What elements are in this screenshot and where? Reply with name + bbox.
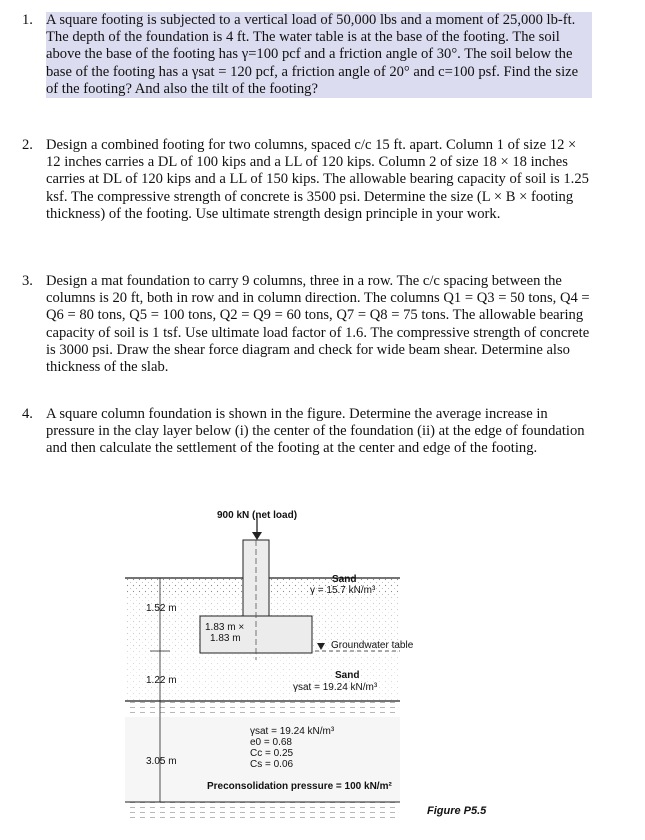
problem-text: Design a mat foundation to carry 9 columns, three in a row. The c/c spacing between the columns is 20 ft, both in row and in column direction. The columns Q1 = Q3 = 50 tons, Q4 = Q6 = 80 tons, Q5 = 100 tons, Q2 = Q9 = 60 tons, Q7 = Q8 = 75 tons. The allowable bearing capacity of soil is 1 tsf. Use ultimate load factor of 1.6. The compressive strength of concrete is 3000 psi. Draw the shear force diagram and check for wide beam shear. Determine also thickness of the slab. [46, 273, 590, 376]
depth-label-1: 1.52 m [146, 603, 177, 614]
footing-size-label-2: 1.83 m [210, 633, 241, 644]
load-label: 900 kN (net load) [217, 510, 298, 521]
problem-3 [22, 273, 592, 376]
clay-bottom-hatch [125, 802, 400, 820]
clay-gamma: γsat = 19.24 kN/m³ [250, 726, 335, 737]
footing-size-label-1: 1.83 m × [205, 622, 245, 633]
problem-text: A square footing is subjected to a vertical load of 50,000 lbs and a moment of 25,000 lb-ft. The depth of the foundation is 4 ft. The water table is at the base of the footing. The soil above the base of the footing has γ=100 pcf and a friction angle of 30°. The soil below the base of the footing has a γsat = 120 pcf, a friction angle of 20° and c=100 psf. Find the size of the footing? And also the tilt of the footing? [46, 12, 592, 98]
foundation-figure [0, 500, 645, 840]
problem-number: 2. [22, 137, 33, 153]
sand-1-name: Sand [332, 574, 357, 585]
problem-4 [22, 406, 592, 458]
problem-2 [22, 137, 592, 223]
sand-1-gamma: γ = 15.7 kN/m³ [310, 585, 376, 596]
clay-e0: e0 = 0.68 [250, 737, 292, 748]
clay-cs: Cs = 0.06 [250, 759, 294, 770]
load-arrowhead [252, 532, 262, 540]
preconsolidation-label: Preconsolidation pressure = 100 kN/m² [207, 781, 392, 792]
problem-number: 3. [22, 273, 33, 289]
groundwater-label: Groundwater table [331, 640, 414, 651]
problem-number: 4. [22, 406, 33, 422]
sand-2-name: Sand [335, 670, 360, 681]
problem-text: Design a combined footing for two columns, spaced c/c 15 ft. apart. Column 1 of size 12 × 12 inches carries a DL of 100 kips and a LL of 120 kips. Column 2 of size 18 × 18 inches carries at DL of 120 kips and a LL of 150 kips. The allowable bearing capacity of soil is 1.25 ksf. The compressive strength of concrete is 3500 psi. Determine the size (L × B × footing thickness) of the footing. Use ultimate strength design principle in your work. [46, 137, 589, 222]
clay-cc: Cc = 0.25 [250, 748, 294, 759]
depth-label-3: 3.05 m [146, 756, 177, 767]
problem-number: 1. [22, 12, 33, 28]
depth-label-2: 1.22 m [146, 675, 177, 686]
clay-top-hatch [125, 701, 400, 717]
problem-text: A square column foundation is shown in the figure. Determine the average increase in pressure in the clay layer below (i) the center of the foundation (ii) at the edge of foundation and then calculate the settlement of the footing at the center and edge of the footing. [46, 406, 585, 457]
problem-1 [22, 12, 592, 98]
sand-2-gamma: γsat = 19.24 kN/m³ [293, 682, 378, 693]
figure-caption: Figure P5.5 [427, 805, 487, 817]
